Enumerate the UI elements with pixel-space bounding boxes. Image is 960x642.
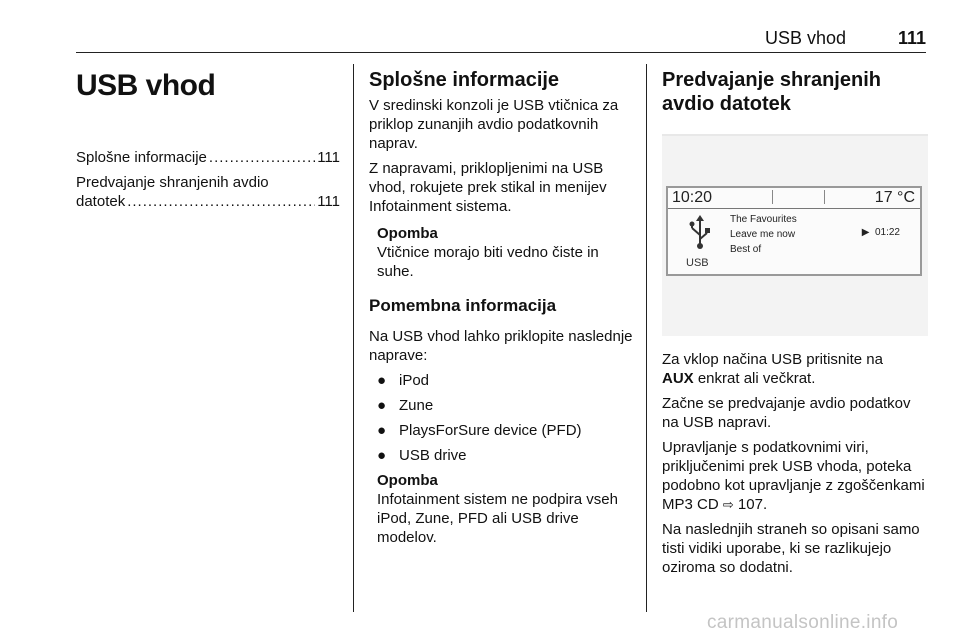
note-text: Infotainment sistem ne podpira vseh iPod, Zune, PFD ali USB drive modelov. bbox=[377, 491, 618, 546]
elapsed-time: 01:22 bbox=[874, 227, 900, 238]
chapter-title: USB vhod bbox=[76, 69, 216, 102]
toc-entry-page: 111 bbox=[317, 149, 340, 166]
toc-entry-text: Splošne informacije bbox=[76, 149, 207, 166]
paragraph: Na USB vhod lahko priklopite naslednje naprave: bbox=[369, 328, 633, 364]
middle-column bbox=[369, 64, 637, 547]
header-section-title: USB vhod bbox=[764, 28, 846, 48]
list-item: Leave me now bbox=[730, 229, 796, 240]
list-item: The Favourites bbox=[730, 214, 797, 225]
list-item: Best of bbox=[730, 244, 762, 255]
infotainment-screen bbox=[666, 186, 922, 276]
toc-entry-text-line1: Predvajanje shranjenih avdio bbox=[76, 174, 269, 191]
list-item: ● PlaysForSure device (PFD) bbox=[369, 421, 637, 440]
play-icon: ▶ bbox=[861, 227, 870, 238]
aux-button-label: AUX bbox=[662, 370, 694, 387]
bullet-icon: ● bbox=[377, 372, 387, 389]
toc-entry-text-line2: datotek bbox=[76, 193, 126, 210]
section-heading-general: Splošne informacije bbox=[369, 69, 560, 91]
toc-dots bbox=[209, 148, 315, 167]
table-of-contents bbox=[76, 148, 340, 211]
list-item: ● Zune bbox=[369, 396, 637, 415]
note-title: Opomba bbox=[377, 225, 438, 242]
column-divider-1 bbox=[353, 64, 354, 612]
usb-icon bbox=[678, 215, 726, 269]
temperature-readout: 17 °C bbox=[874, 189, 915, 206]
paragraph: V sredinski konzoli je USB vtičnica za priklop zunanjih avdio podatkovnih naprav. bbox=[369, 97, 619, 152]
screen-body bbox=[668, 209, 920, 275]
paragraph: Z napravami, priklopljenimi na USB vhod, rokujete prek stikal in menijev Infotainment sistema. bbox=[369, 160, 607, 215]
note-box bbox=[369, 471, 637, 547]
track-list bbox=[730, 212, 797, 257]
watermark: carmanualsonline.info bbox=[707, 612, 899, 633]
bullet-icon: ● bbox=[377, 397, 387, 414]
list-item: ● iPod bbox=[369, 371, 637, 390]
column-divider-2 bbox=[646, 64, 647, 612]
screen-status-bar bbox=[668, 188, 920, 209]
section-heading-playback: Predvajanje shranjenih avdio datotek bbox=[662, 69, 881, 115]
right-column bbox=[662, 64, 930, 577]
display-photo bbox=[662, 134, 928, 336]
paragraph: Upravljanje s podatkovnimi viri, priključenimi prek USB vhoda, poteka podobno kot upravljanje z zgoščenkami MP3 CD ⇨ 107. bbox=[662, 439, 925, 513]
note-title: Opomba bbox=[377, 472, 438, 489]
clock-readout: 10:20 bbox=[672, 189, 713, 206]
page-reference-arrow-icon: ⇨ bbox=[722, 497, 734, 512]
usb-label: USB bbox=[686, 257, 709, 269]
playback-status bbox=[862, 227, 900, 238]
device-list bbox=[369, 371, 637, 465]
left-column bbox=[76, 64, 340, 217]
toc-entry-playback[interactable] bbox=[76, 173, 340, 211]
bullet-icon: ● bbox=[377, 447, 387, 464]
paragraph: Začne se predvajanje avdio podatkov na USB napravi. bbox=[662, 395, 911, 431]
subheading-important: Pomembna informacija bbox=[369, 296, 557, 315]
bullet-icon: ● bbox=[377, 422, 387, 439]
list-item: ● USB drive bbox=[369, 446, 637, 465]
page-header bbox=[76, 26, 926, 53]
paragraph: Za vklop načina USB pritisnite na AUX enkrat ali večkrat. bbox=[662, 351, 883, 387]
toc-entry-page: 111 bbox=[317, 193, 340, 210]
page-number: 111 bbox=[897, 28, 926, 48]
note-text: Vtičnice morajo biti vedno čiste in suhe. bbox=[377, 244, 599, 280]
paragraph: Na naslednjih straneh so opisani samo tisti vidiki uporabe, ki se razlikujejo oziroma so dodatni. bbox=[662, 521, 920, 576]
note-box bbox=[369, 224, 637, 281]
toc-entry-general[interactable] bbox=[76, 148, 340, 167]
toc-dots bbox=[127, 192, 315, 211]
